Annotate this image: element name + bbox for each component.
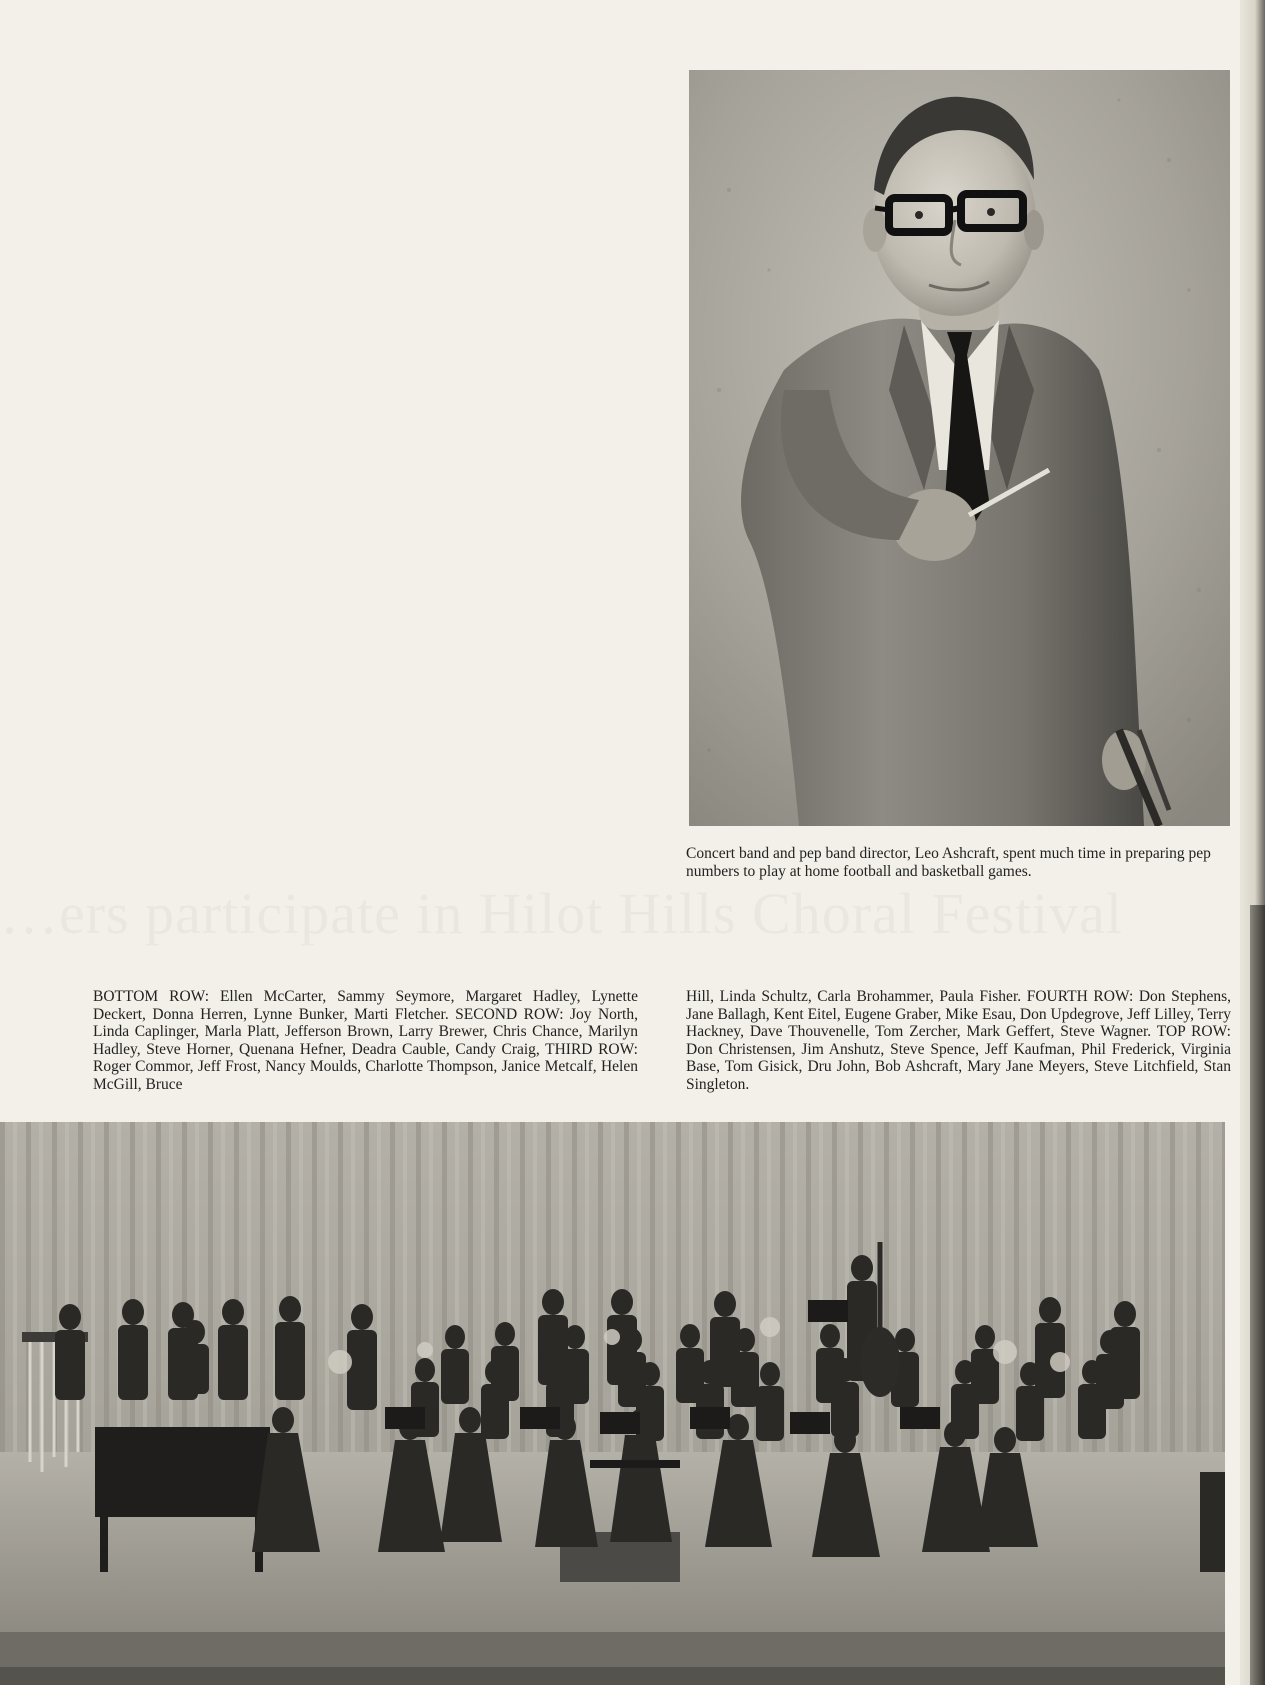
band-photo — [0, 1122, 1225, 1685]
roster-right-column: Hill, Linda Schultz, Carla Brohammer, Paula Fisher. FOURTH ROW: Don Stephens, Jane Ballagh, Kent Eitel, Eugene Graber, Mike Esau, Don Updegrove, Jeff Lilley, Terry Hackney, Dave Thouvenelle, Tom Zercher, Mark Geffert, Steve Wagner. TOP ROW: Don Christensen, Jim Anshutz, Steve Spence, Jeff Kaufman, Phil Frederick, Virginia Base, Tom Gisick, Dru John, Bob Ashcraft, Mary Jane Meyers, Steve Litchfield, Stan Singleton. — [686, 988, 1231, 1093]
roster-left-column: BOTTOM ROW: Ellen McCarter, Sammy Seymore, Margaret Hadley, Lynette Deckert, Donna Herren, Lynne Bunker, Marti Fletcher. SECOND ROW: Joy North, Linda Caplinger, Marla Platt, Jefferson Brown, Larry Brewer, Chris Chance, Marilyn Hadley, Steve Horner, Quenana Hefner, Deadra Cauble, Candy Craig, THIRD ROW: Roger Commor, Jeff Frost, Nancy Moulds, Charlotte Thompson, Janice Metcalf, Helen McGill, Bruce — [93, 988, 638, 1093]
bleed-through-text: …ers participate in Hilot Hills Choral Festival — [0, 881, 1124, 946]
page-edge — [1250, 905, 1265, 1685]
photo-caption: Concert band and pep band director, Leo Ashcraft, spent much time in preparing pep numbers to play at home football and basketball games. — [686, 845, 1211, 880]
director-photo — [689, 70, 1230, 826]
